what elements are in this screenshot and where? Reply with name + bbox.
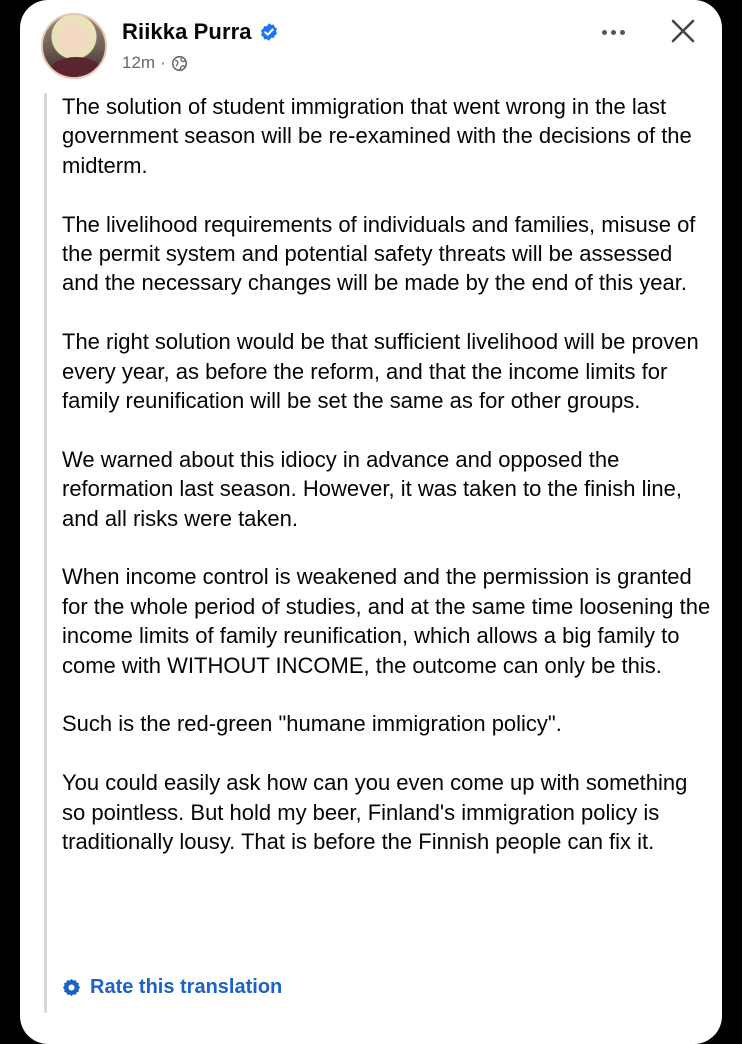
gear-icon xyxy=(62,978,81,997)
author-name[interactable]: Riikka Purra xyxy=(122,19,252,44)
dot-icon xyxy=(620,30,625,35)
post-paragraph: You could easily ask how can you even come up with something so pointless. But hold my beer, Finland's immigration policy is traditionally lousy. That is before the Finnish people can fix it. xyxy=(62,770,688,855)
post-paragraph: The right solution would be that sufficient livelihood will be proven every year, as before the reform, and that the income limits for family reunification will be set the same as for other groups. xyxy=(62,329,699,414)
rate-translation-link[interactable] xyxy=(62,976,282,999)
more-options-button[interactable] xyxy=(597,20,629,44)
author-avatar[interactable] xyxy=(41,13,107,79)
post-paragraph: Such is the red-green "humane immigration policy". xyxy=(62,711,562,737)
post-paragraph: The solution of student immigration that went wrong in the last government season will be re-examined with the decisions of the midterm. xyxy=(62,94,692,178)
post-time[interactable]: 12m xyxy=(122,53,156,72)
post-meta xyxy=(122,53,188,73)
close-icon[interactable] xyxy=(668,16,698,46)
verified-badge-icon xyxy=(259,22,279,42)
post-body xyxy=(62,92,712,886)
post-paragraph: The livelihood requirements of individuals and families, misuse of the permit system and potential safety threats will be assessed and the necessary changes will be made by the end of this year. xyxy=(62,211,696,296)
author-header xyxy=(122,19,279,45)
meta-separator: · xyxy=(160,53,166,72)
dot-icon xyxy=(602,30,607,35)
rate-translation-label: Rate this translation xyxy=(90,976,283,998)
dot-icon xyxy=(611,30,616,35)
post-paragraph: When income control is weakened and the permission is granted for the whole period of studies, and at the same time loosening the income limits of family reunification, which allows a big family to come with WITHOUT INCOME, the outcome can only be this. xyxy=(62,564,711,678)
quote-bar xyxy=(44,93,47,1013)
post-paragraph: We warned about this idiocy in advance and opposed the reformation last season. However, it was taken to the finish line, and all risks were taken. xyxy=(62,446,682,531)
globe-icon xyxy=(171,55,188,72)
avatar-figure xyxy=(49,57,103,79)
